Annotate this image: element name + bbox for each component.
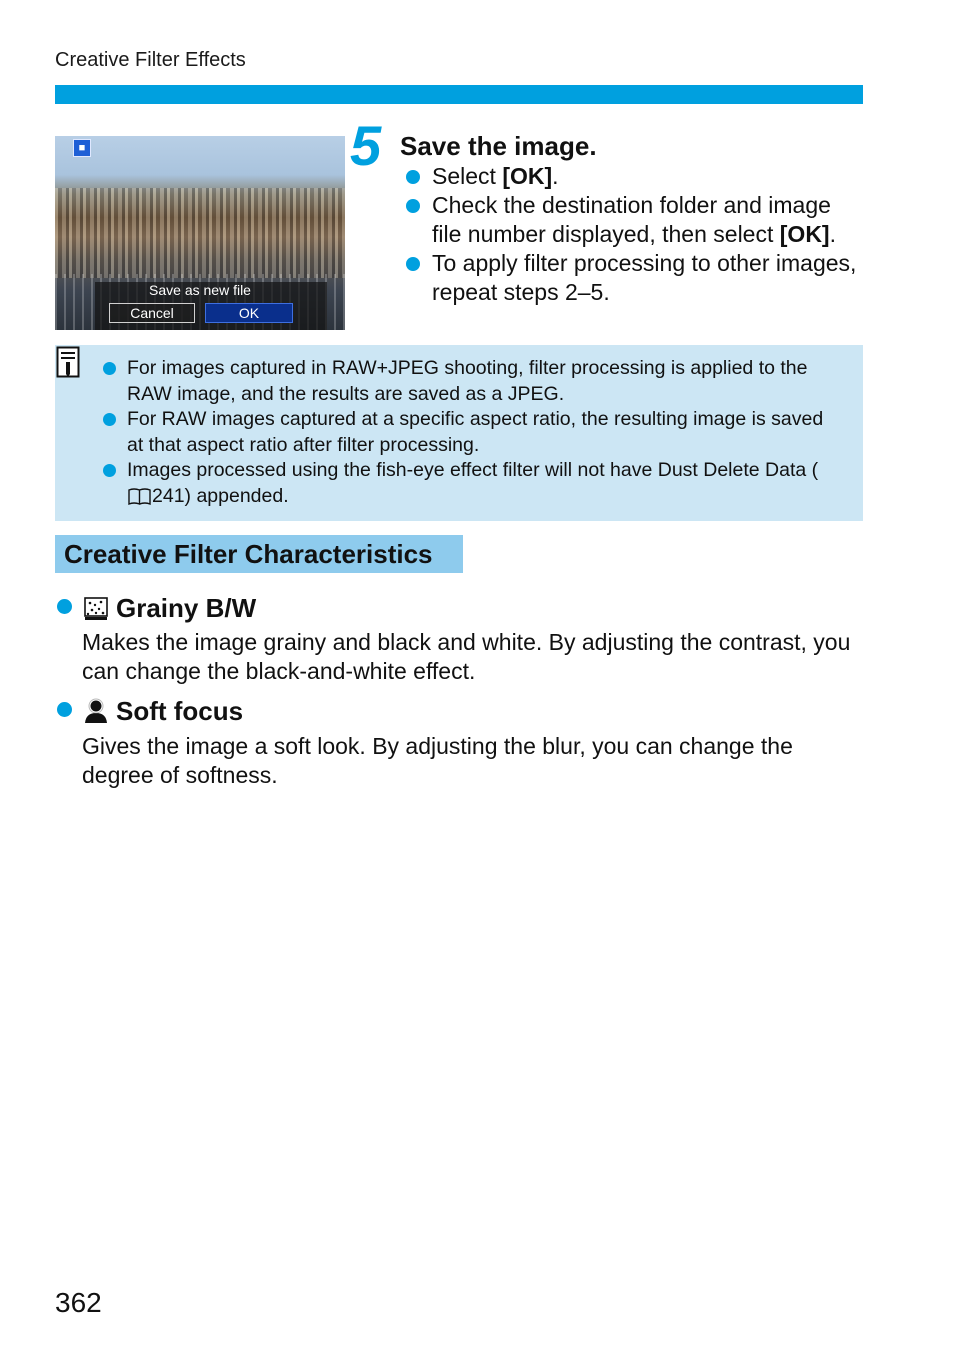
step-item-text: . bbox=[829, 221, 836, 247]
header-bar bbox=[55, 85, 863, 104]
page-reference[interactable]: 241 bbox=[152, 484, 185, 507]
soft-focus-icon bbox=[82, 698, 110, 724]
step-number: 5 bbox=[350, 114, 382, 177]
step-item-text: . bbox=[552, 163, 559, 189]
soft-focus-title: Soft focus bbox=[116, 696, 244, 726]
soft-focus-description: Gives the image a soft look. By adjusting the blur, you can change the degree of softness. bbox=[82, 733, 793, 788]
list-item bbox=[406, 249, 866, 307]
step-item-text: Check the destination folder and image file number displayed, then select bbox=[432, 192, 831, 247]
step-list bbox=[406, 162, 866, 307]
bullet-icon bbox=[103, 464, 116, 477]
camera-screen-image bbox=[55, 136, 345, 330]
bullet-icon bbox=[406, 257, 420, 271]
bullet-icon bbox=[103, 362, 116, 375]
bullet-icon bbox=[406, 199, 420, 213]
memo-icon bbox=[56, 346, 80, 378]
bullet-icon bbox=[57, 599, 72, 614]
step-item-bold: [OK] bbox=[779, 221, 830, 247]
step-item-bold: [OK] bbox=[502, 163, 553, 189]
city-scene bbox=[55, 188, 345, 278]
bullet-icon bbox=[103, 413, 116, 426]
filter-mode-icon: ■ bbox=[73, 139, 91, 157]
list-item bbox=[103, 458, 843, 509]
note-text: ) appended. bbox=[184, 484, 289, 507]
bullet-icon bbox=[406, 170, 420, 184]
note-text: For images captured in RAW+JPEG shooting, filter processing is applied to the RAW image, and the results are saved as a JPEG. bbox=[127, 357, 808, 405]
grainy-bw-title: Grainy B/W bbox=[116, 593, 257, 623]
book-icon bbox=[127, 487, 152, 505]
soft-focus-heading bbox=[57, 696, 243, 726]
note-text: Images processed using the fish-eye effect filter will not have Dust Delete Data ( bbox=[127, 459, 819, 481]
list-item bbox=[406, 162, 866, 191]
list-item bbox=[103, 407, 843, 458]
grainy-bw-description: Makes the image grainy and black and white. By adjusting the contrast, you can change the black-and-white effect. bbox=[82, 629, 851, 684]
ok-button[interactable]: OK bbox=[205, 303, 293, 323]
cancel-button[interactable]: Cancel bbox=[109, 303, 195, 323]
bullet-icon bbox=[57, 702, 72, 717]
grainy-bw-heading bbox=[57, 593, 256, 623]
page-number: 362 bbox=[55, 1287, 102, 1318]
step-item-text: Select bbox=[432, 163, 503, 189]
running-header: Creative Filter Effects bbox=[55, 49, 246, 71]
note-text: For RAW images captured at a specific aspect ratio, the resulting image is saved at that aspect ratio after filter processing. bbox=[127, 408, 824, 456]
step-item-text: To apply filter processing to other images, repeat steps 2–5. bbox=[432, 250, 857, 305]
list-item bbox=[103, 356, 843, 407]
grainy-bw-icon bbox=[82, 595, 110, 621]
note-list bbox=[103, 356, 843, 509]
step-title: Save the image. bbox=[400, 131, 597, 161]
section-title: Creative Filter Characteristics bbox=[55, 535, 463, 573]
save-as-new-file-label: Save as new file bbox=[149, 282, 251, 298]
list-item bbox=[406, 191, 866, 249]
